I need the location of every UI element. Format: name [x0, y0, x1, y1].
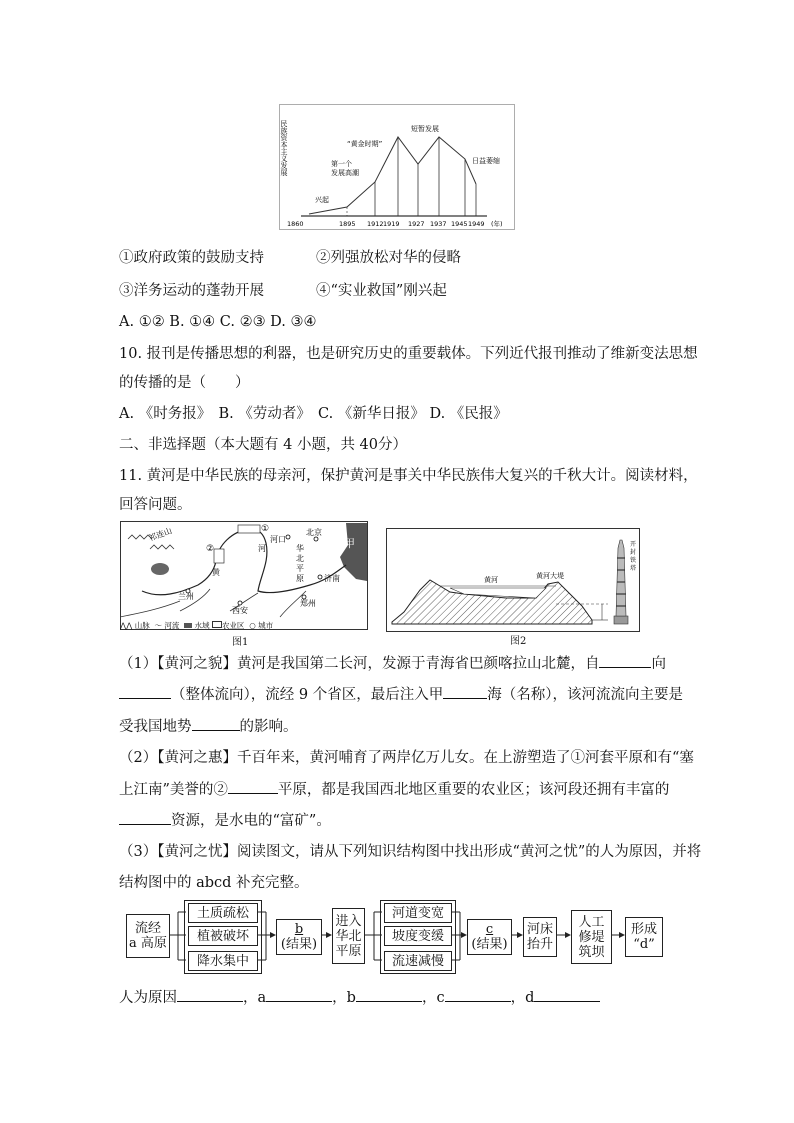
answer-label: ，a: [243, 990, 267, 1006]
part3-line2: 结构图中的 abcd 补充完整。: [119, 875, 309, 891]
map-label: 甲: [344, 537, 355, 550]
map1-legend: [120, 621, 370, 631]
flow-box-change: 流速减慢: [384, 951, 452, 971]
chart-ylabel: 民族资本主义发展: [280, 120, 288, 176]
answer-blank[interactable]: [534, 987, 600, 1002]
option-2: ②列强放松对华的侵略: [316, 250, 461, 266]
fig2-label: 封: [630, 549, 637, 556]
legend-item: 城市: [258, 621, 274, 630]
city-icon: ○: [249, 621, 256, 630]
flow-box-cause: 降水集中: [188, 951, 258, 971]
q10-stem-line1: 10. 报刊是传播思想的利器，也是研究历史的重要载体。下列近代报刊推动了维新变法思想: [119, 346, 698, 362]
part1-text: 受我国地势: [119, 719, 192, 735]
legend-item: 河流: [164, 621, 180, 630]
mountain-icon: ⋀⋀: [120, 621, 133, 630]
answer-blank[interactable]: [445, 987, 511, 1002]
option-1: ①政府政策的鼓励支持: [119, 250, 264, 266]
flow-box-b: b (结果): [276, 919, 322, 955]
answer-blank[interactable]: [266, 987, 332, 1002]
capitalism-development-chart: [279, 104, 515, 230]
part1-text: （整体流向），流经 9 个省区，最后注入甲: [171, 687, 444, 703]
river-icon: 〜: [154, 621, 162, 630]
flow-box-riverbed: 河床 抬升: [523, 917, 557, 957]
flow-box-cause: 植被破坏: [188, 926, 258, 946]
annotation: 日益萎缩: [472, 157, 500, 165]
answer-label: ，d: [510, 990, 535, 1006]
flow-box-change: 坡度变缓: [384, 926, 452, 946]
fig2-label: 黄河: [484, 576, 498, 584]
flow-box-change: 河道变宽: [384, 903, 452, 923]
map-label: 郑州: [300, 599, 316, 608]
flow-box-dike: 人工 修堤 筑坝: [571, 910, 612, 964]
map-label: 祁连山: [147, 526, 174, 543]
answer-blank[interactable]: [177, 987, 243, 1002]
part1-line1: [119, 653, 666, 674]
part2-text: 平原，都是我国西北地区重要的农业区；该河段还拥有丰富的: [277, 782, 670, 798]
tick-label: 1895: [339, 220, 356, 228]
map-label: 华: [296, 544, 304, 553]
flow-box-cause: 土质疏松: [188, 903, 258, 923]
annotation: 发展高潮: [331, 169, 359, 177]
part2-text: 资源，是水电的“富矿”。: [171, 813, 331, 829]
q11-stem-line2: 回答问题。: [119, 497, 192, 513]
map-label: ②: [206, 544, 215, 554]
tick-label: 1919: [383, 220, 400, 228]
tick-label: 1860: [287, 220, 304, 228]
annotation: 短暂发展: [411, 125, 439, 133]
part2-line1: （2）【黄河之惠】千百年来，黄河哺育了两岸亿万儿女。在上游塑造了①河套平原和有“塞: [119, 750, 694, 766]
answer-blank[interactable]: [119, 684, 171, 699]
flow-box-plateau: 流经 a 高原: [126, 914, 170, 958]
fig2-label: 开: [630, 541, 637, 548]
part1-line2: [119, 684, 683, 705]
fig2-label: 黄河大堤: [536, 572, 564, 580]
knowledge-flowchart: [120, 898, 680, 974]
map-label: 黄: [212, 568, 220, 577]
part3-line1: （3）【黄河之忧】阅读图文，请从下列知识结构图中找出形成“黄河之忧”的人为原因，并将: [119, 844, 702, 860]
annotation: “黄金时期”: [347, 140, 383, 148]
answer-label: ，b: [332, 990, 356, 1006]
hetao-farmland: [238, 525, 260, 533]
chart-svg: [279, 104, 515, 230]
tick-label: 1912: [367, 220, 384, 228]
q11-stem-line1: 11. 黄河是中华民族的母亲河，保护黄河是事关中华民族伟大复兴的千秋大计。阅读材料，: [119, 468, 698, 484]
tick-label: 1937: [430, 220, 447, 228]
figure-caption: 图1: [232, 637, 249, 648]
answer-blank[interactable]: [599, 653, 651, 668]
tick-label: 1945: [451, 220, 468, 228]
part2-text: 上江南”美誉的②: [119, 782, 228, 798]
part1-text: 向: [651, 656, 666, 672]
answer-blank[interactable]: [228, 779, 278, 794]
q9-choices: A. ①② B. ①④ C. ②③ D. ③④: [119, 314, 317, 330]
answer-label: ，c: [421, 990, 445, 1006]
legend-item: 山脉: [134, 621, 150, 630]
yellow-river-map: [120, 521, 370, 633]
tick-label: 1927: [408, 220, 425, 228]
map-label: 河: [258, 544, 266, 553]
farmland-icon: [212, 621, 222, 628]
part1-line3: [119, 716, 298, 737]
lake: [151, 563, 169, 575]
option-3: ③洋务运动的蓬勃开展: [119, 283, 264, 299]
fig2-label: 塔: [630, 565, 637, 572]
section-heading: 二、非选择题（本大题有 4 小题，共 40分）: [119, 437, 408, 453]
x-unit: (年): [491, 220, 503, 228]
map-label: 济南: [324, 574, 340, 583]
river-profile-figure: [386, 528, 640, 632]
legend-item: 水域: [194, 621, 210, 630]
flow-box-d: 形成 “d”: [625, 917, 663, 957]
option-4: ④“实业救国”刚兴起: [316, 283, 447, 299]
annotation: 兴起: [315, 196, 329, 204]
tick-label: 1949: [468, 220, 485, 228]
part1-text: 的影响。: [239, 719, 298, 735]
part2-line3: [119, 810, 331, 831]
map-label: 北京: [306, 528, 322, 537]
q10-stem-line2: 的传播的是（ ）: [119, 375, 250, 391]
fig2-label: 铁: [630, 557, 637, 564]
part2-line2: [119, 779, 669, 800]
answer-label: 人为原因: [119, 990, 177, 1006]
answer-blank[interactable]: [192, 716, 240, 731]
map-label: ①: [261, 524, 270, 534]
map-label: 河口: [270, 535, 286, 544]
q10-choices: A. 《时务报》 B. 《劳动者》 C. 《新华日报》 D. 《民报》: [119, 406, 508, 422]
water-icon: [184, 623, 192, 628]
answer-blank[interactable]: [356, 987, 422, 1002]
flow-box-c: c (结果): [467, 919, 512, 955]
answer-line: [119, 987, 600, 1008]
legend-item: 农业区: [221, 621, 245, 630]
map-label: 原: [296, 574, 304, 583]
map-label: 兰州: [178, 592, 194, 601]
flow-box-huabei: 进入 华北 平原: [332, 908, 365, 964]
answer-blank[interactable]: [443, 684, 487, 699]
ningxia-farmland: [214, 549, 224, 563]
annotation: 第一个: [331, 160, 352, 168]
answer-blank[interactable]: [119, 810, 171, 825]
figure-caption: 图2: [510, 636, 527, 647]
map-label: 平: [296, 564, 304, 573]
part1-text: （1）【黄河之貌】黄河是我国第二长河，发源于青海省巴颜喀拉山北麓，自: [119, 656, 600, 672]
map-label: 西安: [232, 606, 248, 615]
part1-text: 海（名称），该河流流向主要是: [487, 687, 683, 703]
map-label: 北: [296, 554, 304, 563]
